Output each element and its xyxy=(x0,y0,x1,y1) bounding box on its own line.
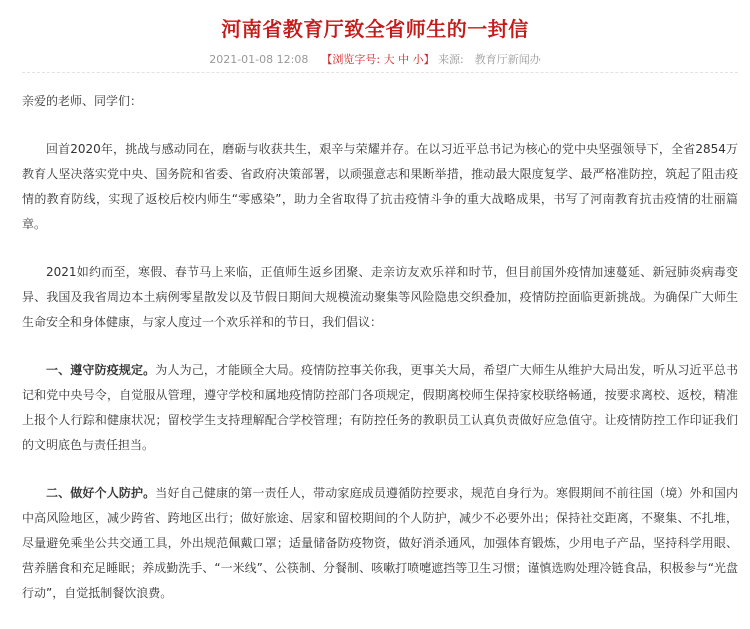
font-size-small-button[interactable]: 小 xyxy=(412,53,424,66)
section-heading: 二、做好个人防护。 xyxy=(46,486,156,500)
paragraph-review-2020 xyxy=(22,137,738,237)
section-heading: 一、遵守防疫规定。 xyxy=(46,363,156,377)
font-size-label-close: 】 xyxy=(423,53,435,66)
publish-datetime: 2021-01-08 12:08 xyxy=(209,53,309,66)
paragraph-text: 回首2020年，挑战与感动同在，磨砺与收获共生，艰辛与荣耀并存。在以习近平总书记为核心的党中央坚强领导下，全省2854万教育人坚决落实党中央、国务院和省委、省政府决策部署，以顽强意志和果断举措，推动最大限度复学、最严格准防控，筑起了阻击疫情的教育防线，实现了返校后校内师生“零感染”，助力全省取得了抗击疫情斗争的重大战略成果，书写了河南教育抗击疫情的壮丽篇章。 xyxy=(22,142,738,231)
salutation: 亲爱的老师、同学们： xyxy=(22,94,143,108)
article-title: 河南省教育厅致全省师生的一封信 xyxy=(221,17,529,41)
font-size-label: 【浏览字号: xyxy=(321,53,381,66)
paragraph-text: 2021如约而至，寒假、春节马上来临，正值师生返乡团聚、走亲访友欢乐祥和时节，但目前国外疫情加速蔓延、新冠肺炎病毒变异、我国及我省周边本土病例零星散发以及节假日期间大规模流动聚集等风险隐患交织叠加，疫情防控面临更新挑战。为确保广大师生生命安全和身体健康，与家人度过一个欢乐祥和的节日，我们倡议： xyxy=(22,265,738,329)
paragraph-text: 当好自己健康的第一责任人，带动家庭成员遵循防控要求，规范自身行为。寒假期间不前往国（境）外和国内中高风险地区，减少跨省、跨地区出行；做好旅途、居家和留校期间的个人防护，减少不必要外出；保持社交距离，不聚集、不扎堆，尽量避免乘坐公共交通工具，外出规范佩戴口罩；适量储备防疫物资，做好消杀通风，加强体育锻炼，少用电子产品，坚持科学用眼、营养膳食和充足睡眠；养成勤洗手、“一米线”、公筷制、分餐制、咳嗽打喷嚏遮挡等卫生习惯；谨慎选购处理冷链食品，积极参与“光盘行动”，自觉抵制餐饮浪费。 xyxy=(22,486,738,600)
paragraph-section-1 xyxy=(22,358,738,458)
font-size-large-button[interactable]: 大 xyxy=(383,53,395,66)
paragraph-2021-initiative xyxy=(22,260,738,335)
article-source: 来源: 教育厅新闻办 xyxy=(438,53,541,66)
paragraph-text: 为人为己，才能顾全大局。疫情防控事关你我，更事关大局，希望广大师生从维护大局出发，听从习近平总书记和党中央号令，自觉服从管理，遵守学校和属地疫情防控部门各项规定，假期离校师生保持家校联络畅通，按要求离校、返校，精准上报个人行踪和健康状况；留校学生支持理解配合学校管理；有防控任务的教职员工认真负责做好应急值守。让疫情防控工作印证我们的文明底色与责任担当。 xyxy=(22,363,738,452)
article-meta xyxy=(0,51,750,67)
font-size-medium-button[interactable]: 中 xyxy=(398,53,410,66)
article-body xyxy=(22,89,738,629)
title-divider xyxy=(22,72,738,73)
